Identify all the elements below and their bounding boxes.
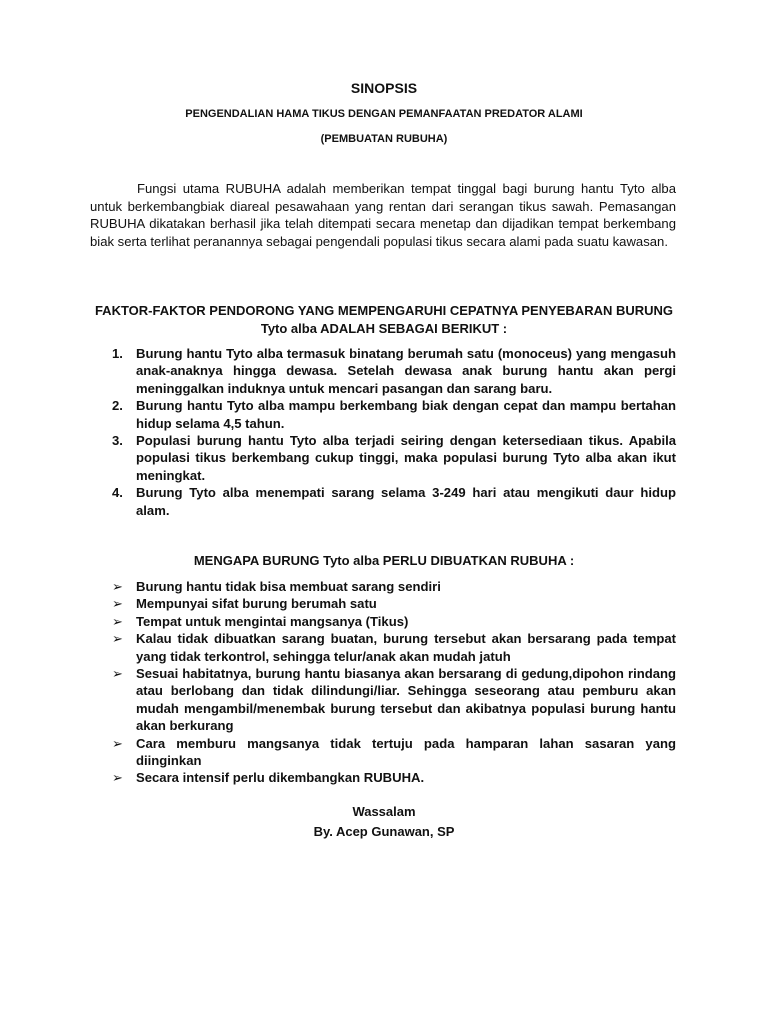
closing-salutation: Wassalam	[352, 804, 416, 819]
list-item-text: Burung hantu tidak bisa membuat sarang sendiri	[136, 579, 441, 594]
list-item-text: Sesuai habitatnya, burung hantu biasanya akan bersarang di gedung,dipohon rindang atau berlobang dan tidak dilindungi/liar. Sehingga seseorang atau pemburu akan mudah mengambil/menembak burung tersebut dan akibatnya populasi burung hantu akan berkurang	[136, 666, 676, 734]
document-subtitle: PENGENDALIAN HAMA TIKUS DENGAN PEMANFAATAN PREDATOR ALAMI	[185, 108, 583, 120]
list-item	[90, 578, 676, 595]
factors-list	[90, 345, 676, 519]
list-item	[90, 769, 676, 786]
arrow-bullet-icon: ➢	[112, 770, 123, 786]
list-item-text: Kalau tidak dibuatkan sarang buatan, burung tersebut akan bersarang pada tempat yang tidak terkontrol, sehingga telur/anak akan mudah jatuh	[136, 631, 676, 664]
reasons-list	[90, 578, 676, 787]
factors-heading-line1: FAKTOR-FAKTOR PENDORONG YANG MEMPENGARUHI CEPATNYA PENYEBARAN BURUNG	[94, 303, 674, 318]
list-item	[90, 630, 676, 665]
list-item	[90, 735, 676, 770]
arrow-bullet-icon: ➢	[112, 596, 123, 612]
list-item-text: Burung hantu Tyto alba termasuk binatang berumah satu (monoceus) yang mengasuh anak-anaknya hingga dewasa. Setelah dewasa anak burung hantu akan pergi meninggalkan induknya untuk mencari pasangan dan sarang baru.	[136, 346, 676, 396]
list-item-text: Burung hantu Tyto alba mampu berkembang biak dengan cepat dan mampu bertahan hidup selama 4,5 tahun.	[136, 398, 676, 431]
arrow-bullet-icon: ➢	[112, 579, 123, 594]
arrow-bullet-icon: ➢	[112, 631, 123, 647]
document-subtitle-parenthetical	[0, 133, 768, 145]
list-item	[90, 484, 676, 519]
reasons-heading: MENGAPA BURUNG Tyto alba PERLU DIBUATKAN RUBUHA :	[193, 553, 575, 568]
list-item	[90, 613, 676, 630]
document-title: SINOPSIS	[350, 80, 418, 96]
list-item	[90, 595, 676, 612]
closing-block	[0, 802, 768, 842]
arrow-bullet-icon: ➢	[112, 666, 123, 682]
list-item-text: Tempat untuk mengintai mangsanya (Tikus)	[136, 613, 409, 629]
list-item	[90, 397, 676, 432]
author-signature: By. Acep Gunawan, SP	[313, 824, 455, 839]
arrow-bullet-icon: ➢	[112, 735, 123, 751]
list-item	[90, 432, 676, 484]
subtitle-parenthetical-text: (PEMBUATAN RUBUHA)	[320, 133, 448, 145]
list-number: 2.	[112, 398, 123, 414]
list-item	[90, 665, 676, 735]
arrow-bullet-icon: ➢	[112, 613, 123, 629]
list-number: 1.	[112, 346, 123, 361]
factors-heading	[0, 302, 768, 338]
list-number: 4.	[112, 485, 123, 501]
list-item-text: Cara memburu mangsanya tidak tertuju pada hamparan lahan sasaran yang diinginkan	[136, 735, 676, 769]
factors-heading-line2: Tyto alba ADALAH SEBAGAI BERIKUT :	[260, 321, 508, 336]
list-item-text: Mempunyai sifat burung berumah satu	[136, 596, 377, 612]
list-item-text: Secara intensif perlu dikembangkan RUBUHA.	[136, 770, 425, 786]
list-item	[90, 345, 676, 397]
list-number: 3.	[112, 433, 123, 449]
list-item-text: Populasi burung hantu Tyto alba terjadi seiring dengan ketersediaan tikus. Apabila populasi tikus berkembang cukup tinggi, maka populasi burung Tyto alba akan ikut meningkat.	[136, 433, 676, 483]
list-item-text: Burung Tyto alba menempati sarang selama 3-249 hari atau mengikuti daur hidup alam.	[136, 485, 676, 518]
intro-paragraph: Fungsi utama RUBUHA adalah memberikan tempat tinggal bagi burung hantu Tyto alba untuk berkembangbiak diareal pesawahaan yang rentan dari serangan tikus sawah. Pemasangan RUBUHA dikatakan berhasil jika telah ditempati secara menetap dan dijadikan tempat berkembang biak serta terlihat peranannya sebagai pengendali populasi tikus secara alami pada suatu kawasan.	[90, 181, 676, 249]
